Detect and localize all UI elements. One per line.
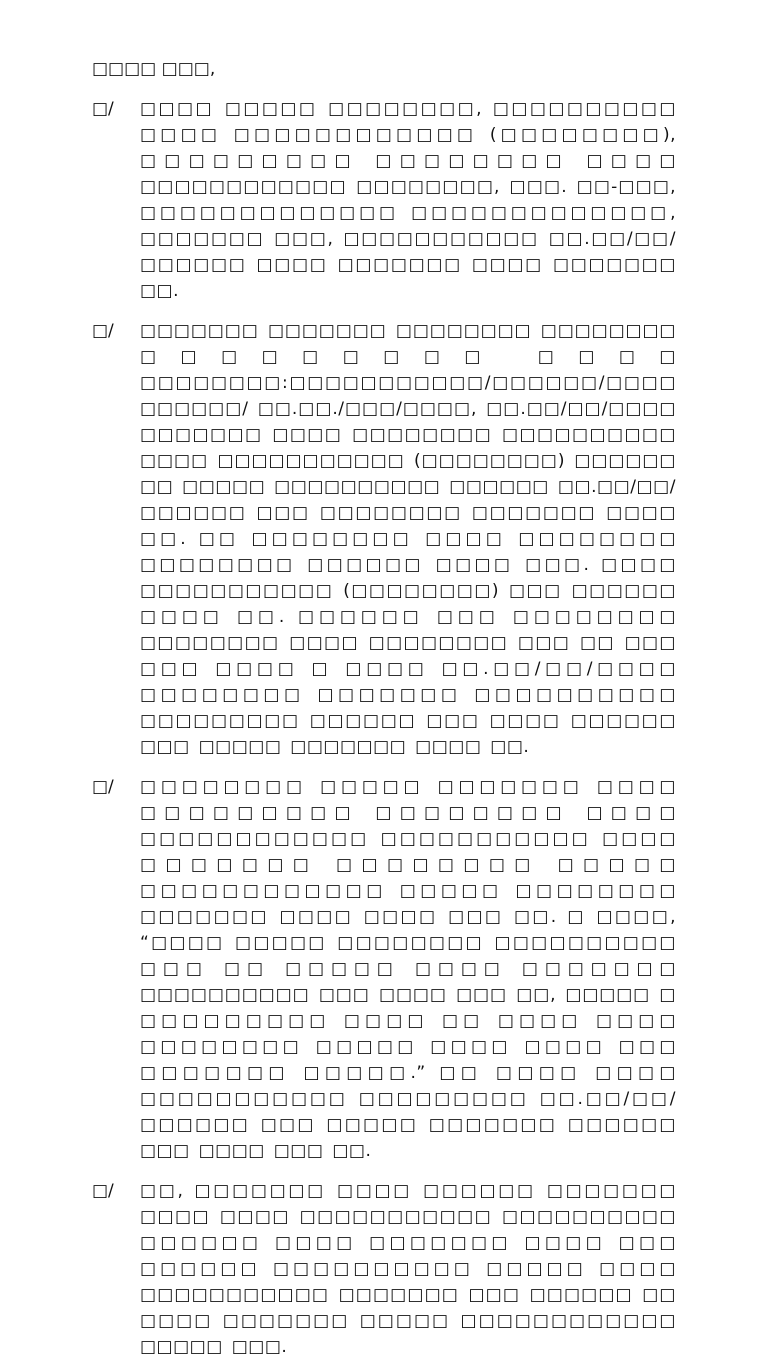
paragraph-number: □/ [92, 99, 114, 119]
paragraph-text: □□□□□□□□ □□□□□ □□□□□□□ □□□□ □□□□□□□□□ □□□□□□□□ □□□□ □□□□□□□□□□□□ □□□□□□□□□□□ □□□□ □□□□□□□ □□□□□□□□ □□□□□ □□□□□□□□□□□□ □□□□□ □□□□□□□□ □□□□□□□ □□□□ □□□□ □□□ □□. □ □□□□, “□□□□ □□□□□ □□□□□□□□ □□□□□□□□□□ □□□ □□ □□□□□ □□□□ □□□□□□□ □□□□□□□□□□ □□□ □□□□ □□□ □□, □□□□□ □ □□□□□□□□□ □□□□ □□ □□□□ □□□□ □□□□□□□□ □□□□□ □□□□ □□□□ □□□ □□□□□□□ □□□□□.” □□ □□□□ □□□□ □□□□□□□□□□□ □□□□□□□□□ □□.□□/□□/□□□□□□ □□□ □□□□□ □□□□□□□ □□□□□□ □□□ □□□□ □□□ □□. [140, 777, 676, 1161]
paragraph-3 [92, 774, 676, 1164]
paragraph-number: □/ [92, 1181, 114, 1201]
paragraph-text: □□, □□□□□□□ □□□□ □□□□□□ □□□□□□□ □□□□ □□□□ □□□□□□□□□□□ □□□□□□□□□□ □□□□□□ □□□□ □□□□□□□ □□□□ □□□ □□□□□□ □□□□□□□□□□ □□□□□ □□□□ □□□□□□□□□□□ □□□□□□□ □□□ □□□□□□ □□ □□□□ □□□□□□□ □□□□□ □□□□□□□□□□□□ □□□□□ □□□. [140, 1181, 676, 1357]
paragraph-number: □/ [92, 777, 114, 797]
salutation: □□□□ □□□, [92, 59, 216, 79]
paragraph-text: □□□□□□□ □□□□□□□ □□□□□□□□ □□□□□□□□ □□□□□□□□□ □□□□ □□□□□□□□:□□□□□□□□□□□/□□□□□□/□□□□ □□□□□□/ □□.□□./□□□/□□□□, □□.□□/□□/□□□□ □□□□□□□ □□□□ □□□□□□□□ □□□□□□□□□□ □□□□ □□□□□□□□□□□ (□□□□□□□□) □□□□□□ □□ □□□□□ □□□□□□□□□□ □□□□□□ □□.□□/□□/□□□□□□ □□□ □□□□□□□□ □□□□□□□ □□□□ □□. □□ □□□□□□□□ □□□□ □□□□□□□□ □□□□□□□□ □□□□□□ □□□□ □□□. □□□□ □□□□□□□□□□□ (□□□□□□□□) □□□ □□□□□□ □□□□ □□. □□□□□□ □□□ □□□□□□□□ □□□□□□□□ □□□□ □□□□□□□□ □□□ □□ □□□ □□□ □□□□ □ □□□□ □□.□□/□□/□□□□ □□□□□□□□ □□□□□□□ □□□□□□□□□□ □□□□□□□□□ □□□□□□ □□□ □□□□ □□□□□□ □□□ □□□□□ □□□□□□□ □□□□ □□. [140, 321, 676, 757]
paragraph-1 [92, 96, 676, 304]
paragraph-number: □/ [92, 321, 114, 341]
paragraph-4 [92, 1178, 676, 1360]
paragraph-text: □□□□ □□□□□ □□□□□□□□, □□□□□□□□□□ □□□□ □□□□□□□□□□□□ (□□□□□□□□), □□□□□□□□□ □□□□□□□□ □□□□ □□□□□□□□□□□□ □□□□□□□□, □□□. □□-□□□, □□□□□□□□□□□□□ □□□□□□□□□□□□□, □□□□□□□ □□□, □□□□□□□□□□□ □□.□□/□□/□□□□□□ □□□□ □□□□□□□ □□□□ □□□□□□□ □□. [140, 99, 676, 301]
paragraph-2 [92, 318, 676, 760]
